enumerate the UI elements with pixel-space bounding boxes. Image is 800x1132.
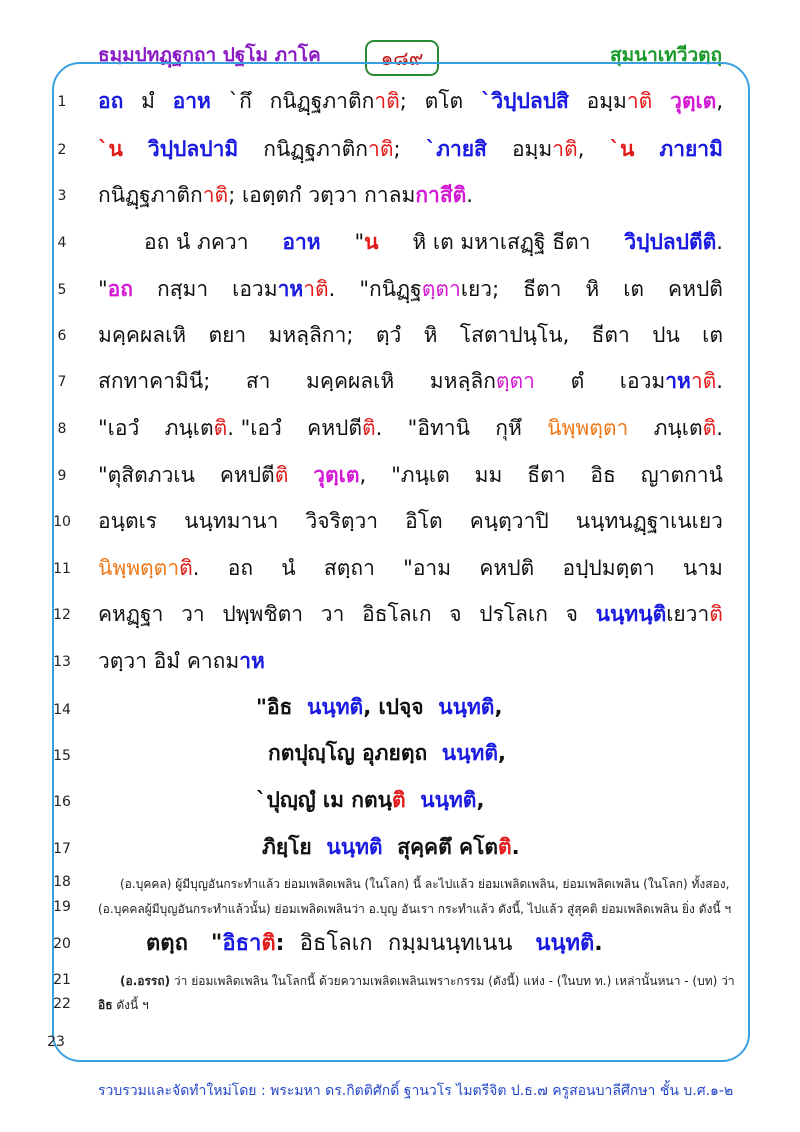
line-number: 8	[57, 421, 67, 437]
word: "น	[354, 230, 379, 254]
word: `น	[609, 137, 635, 161]
verse-line-1: "อิธ นนฺทติ, เปจฺจ นนฺทติ,	[256, 695, 503, 719]
line-number: 5	[57, 282, 67, 298]
line-number: 18	[53, 874, 71, 890]
word: วิปฺปลปามิ	[147, 137, 239, 161]
translation-note: อิธ ดังนี้ ฯ	[98, 998, 149, 1012]
line-number: 15	[53, 748, 71, 764]
footer-credit: รวบรวมและจัดทำใหม่โดย : พระมหา ดร.กิตติศักดิ์ ฐานวโร ไมตรีจิต ป.ธ.๗ ครูสอนบาลีศึกษา ชั้น บ.ศ.๑-๒	[98, 1083, 734, 1099]
line-number: 20	[53, 936, 71, 952]
verse-line-4: ภิยฺโย นนฺทติ สุคฺคตึ คโตติ.	[262, 835, 520, 859]
text-line-11: นิพฺพตฺตาติ. อถ นํ สตฺถา "อาม คหปติ อปฺปมตฺตา นาม	[98, 556, 723, 580]
verse-line-2: กตปุญฺโญ อุภยตฺถ นนฺทติ,	[268, 741, 506, 765]
line-number: 2	[57, 142, 67, 158]
line-number: 14	[53, 702, 71, 718]
word: กนิฏฺฐภาติกาติ;	[263, 137, 401, 161]
line-number: 23	[47, 1034, 65, 1050]
word: กนิฏฺฐภาติกาติ;	[269, 89, 407, 113]
text-line-2	[98, 134, 723, 164]
line-number: 12	[53, 607, 71, 623]
verse-line-3: `ปุญฺญํ เม กตนฺติ นนฺทติ,	[256, 788, 485, 812]
line-number: 7	[57, 374, 67, 390]
text-line-6: มคฺคผลเหิ ตยา มหลฺลิกา; ตฺวํ หิ โสตาปนฺโน, ธีตา ปน เต	[98, 323, 723, 347]
word: "กนิฏฺฐตฺตาเยว;	[359, 277, 500, 301]
text-line-10: อนฺตเร นนฺทมานา วิจริตฺวา อิโต คนฺตฺวาปิ นนฺทนฏฺฐาเนเยว	[98, 509, 723, 533]
translation-note: (อ.อรรถ) ว่า ย่อมเพลิดเพลิน ในโลกนี้ ด้วยความเพลิดเพลินเพราะกรรม (ดังนี้) แห่ง - (ในบท ท.) เหล่านั้นหนา - (บท) ว่า	[120, 974, 735, 988]
text-line-1	[98, 86, 723, 116]
word: ธีตา	[523, 277, 562, 301]
line-number: 21	[53, 972, 71, 988]
word: อถ นํ ภควา	[144, 230, 249, 254]
line-number: 6	[57, 328, 67, 344]
word: เต	[623, 277, 645, 301]
line-number: 13	[53, 654, 71, 670]
word: "อถ	[98, 277, 133, 301]
text-line-5	[98, 274, 723, 304]
story-title: สุมนาเทวีวตฺถุ	[610, 44, 722, 66]
text-line-20: ตตฺถ "อิธาติ: อิธโลเก กมฺมนนฺทเนน นนฺทติ.	[146, 931, 603, 956]
word: `วิปฺปลปสิ	[480, 89, 569, 113]
translation-note: (อ.บุคคลผู้มีบุญอันกระทำแล้วนั้น) ย่อมเพลิดเพลินว่า อ.บุญ อันเรา กระทำแล้ว ดังนี้, ไปแล้ว สู่สุคติ ย่อมเพลิดเพลิน ยิ่ง ดังนี้ ฯ	[98, 902, 732, 916]
line-number: 9	[57, 468, 67, 484]
word: `ภายสิ	[425, 137, 487, 161]
line-number: 17	[53, 841, 71, 857]
word: อมฺมาติ,	[511, 137, 585, 161]
word: `กึ	[228, 89, 252, 113]
word: กสฺมา	[156, 277, 209, 301]
line-number: 3	[57, 188, 67, 204]
word: หิ	[585, 277, 600, 301]
word: คหปติ	[668, 277, 723, 301]
word: มํ	[141, 89, 155, 113]
word: เอวมาหาติ.	[232, 277, 336, 301]
line-number: 10	[53, 514, 71, 530]
translation-note: (อ.บุคคล) ผู้มีบุญอันกระทำแล้ว ย่อมเพลิดเพลิน (ในโลก) นี้ ละไปแล้ว ย่อมเพลิดเพลิน, ย่อมเพลิดเพลิน (ในโลก) ทั้งสอง,	[120, 877, 730, 891]
word: อาห	[282, 230, 321, 254]
word: `น	[98, 137, 123, 161]
word: หิ เต มหาเสฏฺฐิ ธีตา	[412, 230, 591, 254]
word: อมฺมาติ	[586, 89, 653, 113]
page-number: ๑๘๙	[365, 40, 439, 76]
book-title: ธมฺมปทฏฺฐกถา ปฐโม ภาโค	[98, 44, 321, 66]
word: วิปฺปลปตีติ.	[624, 230, 723, 254]
text-line-7: สกทาคามินี; สา มคฺคผลเหิ มหลฺลิกตฺตา ตํ เอวมาหาติ.	[98, 369, 723, 393]
line-number: 22	[53, 996, 71, 1012]
word: ภายามิ	[659, 137, 723, 161]
line-number: 19	[53, 899, 71, 915]
text-line-3: กนิฏฺฐภาติกาติ; เอตฺตกํ วตฺวา กาลมกาสีติ.	[98, 183, 473, 207]
text-line-4	[98, 227, 723, 257]
text-line-8: "เอวํ ภนฺเตติ. "เอวํ คหปตีติ. "อิทานิ กุหึ นิพฺพตฺตา ภนฺเตติ.	[98, 416, 723, 440]
word: อาห	[172, 89, 211, 113]
text-line-9: "ตุสิตภวเน คหปตีติ วุตฺเต, "ภนฺเต มม ธีตา อิธ ญาตกานํ	[98, 463, 723, 487]
word: วุตฺเต,	[670, 89, 723, 113]
word: ตโต	[424, 89, 464, 113]
text-line-13: วตฺวา อิมํ คาถมาห	[98, 649, 265, 673]
line-number: 11	[53, 561, 71, 577]
word: อถ	[98, 89, 124, 113]
text-line-12: คหฏฺฐา วา ปพฺพชิตา วา อิธโลเก จ ปรโลเก จ นนฺทนฺติเยวาติ	[98, 602, 723, 626]
line-number: 16	[53, 794, 71, 810]
line-number: 1	[57, 94, 67, 110]
line-number: 4	[57, 235, 67, 251]
